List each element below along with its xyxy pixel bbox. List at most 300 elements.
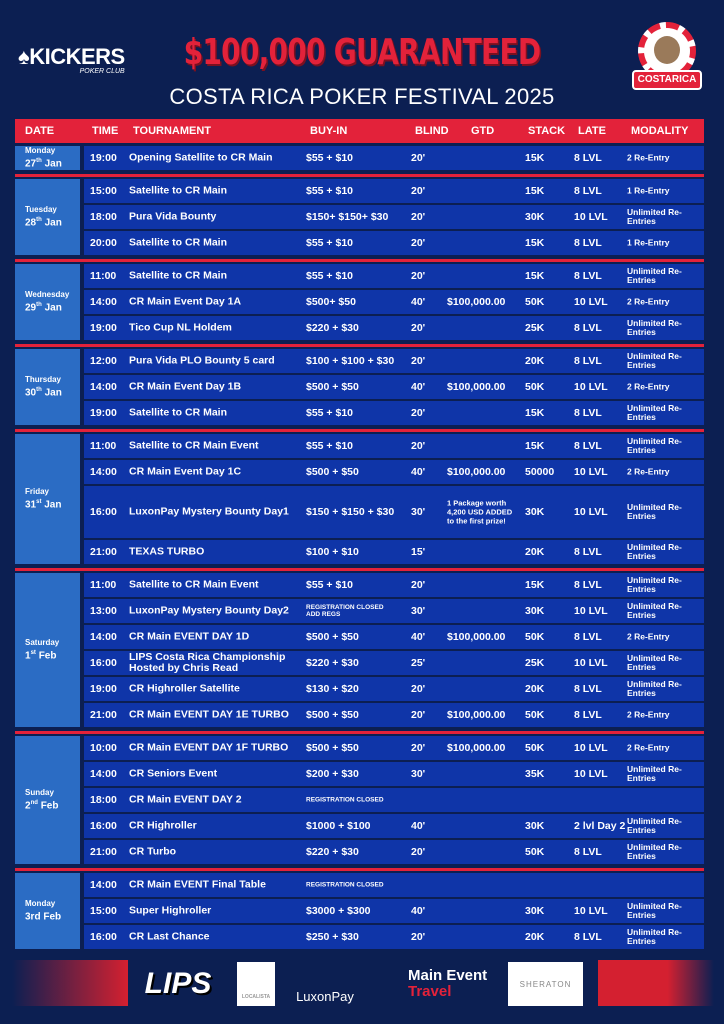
day-group xyxy=(15,434,704,566)
cell-stack: 20K xyxy=(525,546,545,558)
date-cell xyxy=(15,736,80,864)
cell-buy: $500 + $50 xyxy=(306,709,359,721)
cell-late: 10 LVL xyxy=(574,657,608,669)
table-row xyxy=(84,316,704,340)
cell-gtd: $100,000.00 xyxy=(447,466,506,478)
decor-bar-left xyxy=(12,960,128,1006)
localista-logo: LOCALISTA xyxy=(237,962,275,1006)
day-number: 31 xyxy=(25,499,37,511)
cell-name: CR Seniors Event xyxy=(129,767,218,780)
cell-blind: 40' xyxy=(411,381,426,393)
cell-blind: 40' xyxy=(411,905,426,917)
cell-buy: $220 + $30 xyxy=(306,657,359,669)
cell-buy: $100 + $10 xyxy=(306,546,359,558)
cell-late: 8 LVL xyxy=(574,579,602,591)
cell-name: CR Main Event Day 1C xyxy=(129,465,242,478)
cell-name: CR Highroller xyxy=(129,819,197,832)
day-month: Jan xyxy=(44,499,62,511)
cell-mod: Unlimited Re-Entries xyxy=(627,318,682,337)
cell-buy: $130 + $20 xyxy=(306,683,359,695)
cell-blind: 40' xyxy=(411,820,426,832)
costa-rica-badge xyxy=(632,22,702,98)
travel-text: Travel xyxy=(408,983,452,1000)
day-number: 29 xyxy=(25,302,37,314)
cell-stack: 15K xyxy=(525,407,545,419)
cell-time: 10:00 xyxy=(90,742,117,754)
cell-stack: 50K xyxy=(525,846,545,858)
cell-stack: 30K xyxy=(525,905,545,917)
cell-mod: 1 Re-Entry xyxy=(627,237,670,248)
cell-stack: 50K xyxy=(525,709,545,721)
cell-blind: 20' xyxy=(411,683,426,695)
cell-mod: 2 Re-Entry xyxy=(627,709,670,720)
cell-late: 8 LVL xyxy=(574,355,602,367)
day-group xyxy=(15,573,704,729)
col-gtd: GTD xyxy=(471,125,495,137)
cell-buy: $500 + $50 xyxy=(306,466,359,478)
cell-late: 8 LVL xyxy=(574,407,602,419)
table-row xyxy=(84,625,704,649)
decor-bar-right xyxy=(598,960,714,1006)
cell-blind: 40' xyxy=(411,466,426,478)
day-suffix: nd xyxy=(30,800,38,807)
brand-sub: POKER CLUB xyxy=(79,68,125,75)
cell-buy: REGISTRATION CLOSED xyxy=(306,881,384,889)
cell-stack: 20K xyxy=(525,683,545,695)
cell-time: 19:00 xyxy=(90,683,117,695)
table-row xyxy=(84,349,704,373)
cell-blind: 20' xyxy=(411,211,426,223)
cell-stack: 15K xyxy=(525,185,545,197)
cell-late: 10 LVL xyxy=(574,506,608,518)
cell-blind: 20' xyxy=(411,270,426,282)
cell-name: CR Last Chance xyxy=(129,930,210,943)
cell-name: CR Main Event Day 1A xyxy=(129,295,242,308)
day-name: Friday xyxy=(25,487,50,497)
table-row xyxy=(84,573,704,597)
cell-mod: 1 Re-Entry xyxy=(627,185,670,196)
cell-mod: Unlimited Re-Entries xyxy=(627,575,682,594)
cell-mod: Unlimited Re-Entries xyxy=(627,901,682,920)
cell-time: 16:00 xyxy=(90,931,117,943)
cell-gtd: $100,000.00 xyxy=(447,381,506,393)
date-cell xyxy=(15,264,80,340)
cell-name: CR Turbo xyxy=(129,845,177,858)
cell-gtd: $100,000.00 xyxy=(447,709,506,721)
cell-blind: 20' xyxy=(411,742,426,754)
cell-stack: 30K xyxy=(525,820,545,832)
day-date xyxy=(25,385,80,398)
cell-buy: $55 + $10 xyxy=(306,579,354,591)
cell-blind: 30' xyxy=(411,506,426,518)
cell-time: 21:00 xyxy=(90,546,117,558)
cell-stack: 50K xyxy=(525,631,545,643)
cell-mod: 2 Re-Entry xyxy=(627,296,670,307)
day-month: Feb xyxy=(38,650,57,662)
table-row xyxy=(84,375,704,399)
cell-time: 18:00 xyxy=(90,211,117,223)
cell-late: 8 LVL xyxy=(574,931,602,943)
table-row xyxy=(84,736,704,760)
cell-buy: $220 + $30 xyxy=(306,322,359,334)
cell-late: 10 LVL xyxy=(574,905,608,917)
table-row xyxy=(84,788,704,812)
table-row xyxy=(84,762,704,786)
cell-name: Opening Satellite to CR Main xyxy=(129,151,273,164)
cell-late: 8 LVL xyxy=(574,846,602,858)
day-name: Sunday xyxy=(25,788,54,798)
table-row xyxy=(84,873,704,897)
page-subtitle: COSTA RICA POKER FESTIVAL 2025 xyxy=(169,84,555,109)
cell-name: Satellite to CR Main xyxy=(129,184,228,197)
cell-buy: $100 + $100 + $30 xyxy=(306,355,395,367)
col-late: LATE xyxy=(578,125,606,137)
cell-name: CR Main EVENT Final Table xyxy=(129,878,266,891)
cell-time: 21:00 xyxy=(90,709,117,721)
date-cell xyxy=(15,434,80,564)
cell-mod: 2 Re-Entry xyxy=(627,631,670,642)
cell-late: 2 lvl Day 2 xyxy=(574,820,626,832)
day-suffix: th xyxy=(36,158,42,165)
day-date xyxy=(25,497,80,510)
cell-blind: 20' xyxy=(411,440,426,452)
cell-time: 19:00 xyxy=(90,152,117,164)
cell-time: 20:00 xyxy=(90,237,117,249)
date-cell xyxy=(15,179,80,255)
cell-buy: $150 + $150 + $30 xyxy=(306,506,395,518)
day-number: 28 xyxy=(25,217,37,229)
table-row xyxy=(84,540,704,564)
cell-time: 16:00 xyxy=(90,657,117,669)
cell-mod: Unlimited Re-Entries xyxy=(627,542,682,561)
day-name: Tuesday xyxy=(25,205,57,215)
cell-name: Super Highroller xyxy=(129,904,212,917)
cell-time: 14:00 xyxy=(90,296,117,308)
day-month: Feb xyxy=(43,911,62,923)
cell-time: 14:00 xyxy=(90,466,117,478)
table-row xyxy=(84,925,704,949)
table-row xyxy=(84,599,704,623)
cell-stack: 25K xyxy=(525,322,545,334)
day-name: Saturday xyxy=(25,638,60,648)
cell-late: 10 LVL xyxy=(574,742,608,754)
cell-blind: 20' xyxy=(411,152,426,164)
date-cell xyxy=(15,873,80,949)
event-rows xyxy=(84,146,704,172)
cell-blind: 40' xyxy=(411,631,426,643)
cell-buy: $55 + $10 xyxy=(306,152,354,164)
cell-buy: $3000 + $300 xyxy=(306,905,371,917)
cell-late: 8 LVL xyxy=(574,631,602,643)
cell-blind: 40' xyxy=(411,296,426,308)
col-date: DATE xyxy=(25,125,55,137)
cell-buy: $1000 + $100 xyxy=(306,820,371,832)
day-number: 27 xyxy=(25,158,37,170)
cell-mod: Unlimited Re-Entries xyxy=(627,601,682,620)
day-number: 2 xyxy=(25,800,31,812)
cell-late: 8 LVL xyxy=(574,440,602,452)
cell-time: 14:00 xyxy=(90,631,117,643)
table-row xyxy=(84,179,704,203)
cell-late: 8 LVL xyxy=(574,683,602,695)
table-row xyxy=(84,703,704,727)
schedule-table xyxy=(15,146,704,951)
cell-mod: Unlimited Re-Entries xyxy=(627,927,682,946)
col-time: TIME xyxy=(92,125,119,137)
date-cell xyxy=(15,349,80,425)
cell-blind: 20' xyxy=(411,407,426,419)
cell-name: CR Main Event Day 1B xyxy=(129,380,242,393)
cell-name: Satellite to CR Main Event xyxy=(129,439,259,452)
cell-time: 21:00 xyxy=(90,846,117,858)
day-name: Monday xyxy=(25,146,56,156)
day-month: Jan xyxy=(44,158,62,170)
cell-late: 10 LVL xyxy=(574,296,608,308)
cell-buy: $55 + $10 xyxy=(306,237,354,249)
cell-time: 19:00 xyxy=(90,407,117,419)
cell-stack: 50K xyxy=(525,296,545,308)
cell-time: 12:00 xyxy=(90,355,117,367)
cell-gtd: $100,000.00 xyxy=(447,631,506,643)
cell-buy: $55 + $10 xyxy=(306,185,354,197)
spade-icon: ♠ xyxy=(18,44,30,69)
day-number: 30 xyxy=(25,387,37,399)
day-date xyxy=(25,909,80,922)
table-row xyxy=(84,264,704,288)
cell-stack: 15K xyxy=(525,440,545,452)
main-event-text: Main Event xyxy=(408,967,488,984)
cell-name: Satellite to CR Main Event xyxy=(129,578,259,591)
day-suffix: th xyxy=(36,302,42,309)
cell-late: 10 LVL xyxy=(574,466,608,478)
event-rows xyxy=(84,573,704,729)
cell-late: 10 LVL xyxy=(574,211,608,223)
date-cell xyxy=(15,146,80,170)
day-number: 1 xyxy=(25,650,31,662)
group-divider xyxy=(15,174,704,177)
cell-late: 8 LVL xyxy=(574,270,602,282)
cell-name: CR Main EVENT DAY 1F TURBO xyxy=(129,741,289,754)
group-divider xyxy=(15,429,704,432)
cell-mod: 2 Re-Entry xyxy=(627,466,670,477)
cell-buy: $150+ $150+ $30 xyxy=(306,211,389,223)
day-group xyxy=(15,264,704,342)
cell-stack: 30K xyxy=(525,506,545,518)
day-number: 3rd xyxy=(25,911,41,923)
table-row xyxy=(84,486,704,538)
day-month: Jan xyxy=(44,217,62,229)
cell-name: CR Main EVENT DAY 1E TURBO xyxy=(129,708,289,721)
cell-late: 10 LVL xyxy=(574,605,608,617)
cell-buy: $220 + $30 xyxy=(306,846,359,858)
table-row xyxy=(84,840,704,864)
day-month: Feb xyxy=(40,800,59,812)
cell-buy: $55 + $10 xyxy=(306,407,354,419)
cell-buy: $55 + $10 xyxy=(306,270,354,282)
cell-buy: REGISTRATION CLOSED ADD REGS xyxy=(306,604,384,618)
cell-mod: Unlimited Re-Entries xyxy=(627,207,682,226)
cell-time: 14:00 xyxy=(90,879,117,891)
cell-stack: 20K xyxy=(525,931,545,943)
luxonpay-logo: LuxonPay xyxy=(296,989,354,1004)
group-divider xyxy=(15,344,704,347)
cell-mod: Unlimited Re-Entries xyxy=(627,653,682,672)
cell-time: 16:00 xyxy=(90,820,117,832)
group-divider xyxy=(15,568,704,571)
sponsor-bar xyxy=(0,960,724,1008)
group-divider xyxy=(15,259,704,262)
cell-blind: 20' xyxy=(411,237,426,249)
day-group xyxy=(15,146,704,172)
cell-gtd: 1 Package worth 4,200 USD ADDED to the first prize! xyxy=(447,498,513,526)
cell-time: 13:00 xyxy=(90,605,117,617)
page-title: $100,000 GUARANTEED xyxy=(183,32,541,73)
day-name: Wednesday xyxy=(25,290,70,300)
sloth-icon xyxy=(654,36,680,64)
brand-name: KICKERS xyxy=(29,44,125,69)
table-header xyxy=(15,119,704,143)
cell-gtd: $100,000.00 xyxy=(447,742,506,754)
cell-name: CR Main EVENT DAY 2 xyxy=(129,793,242,806)
cell-buy: $500 + $50 xyxy=(306,742,359,754)
day-suffix: th xyxy=(36,387,42,394)
cell-time: 11:00 xyxy=(90,270,117,282)
cell-time: 18:00 xyxy=(90,794,117,806)
table-row xyxy=(84,231,704,255)
cell-blind: 20' xyxy=(411,355,426,367)
cell-buy: $200 + $30 xyxy=(306,768,359,780)
day-date xyxy=(25,300,80,313)
cell-time: 14:00 xyxy=(90,768,117,780)
cell-buy: $500 + $50 xyxy=(306,631,359,643)
day-group xyxy=(15,349,704,427)
cell-buy: $500+ $50 xyxy=(306,296,356,308)
cell-blind: 20' xyxy=(411,579,426,591)
cell-mod: Unlimited Re-Entries xyxy=(627,403,682,422)
cell-name: Pura Vida PLO Bounty 5 card xyxy=(129,354,275,367)
event-rows xyxy=(84,736,704,866)
cell-name: LuxonPay Mystery Bounty Day1 xyxy=(129,505,289,518)
cell-stack: 30K xyxy=(525,605,545,617)
cell-blind: 25' xyxy=(411,657,426,669)
cell-time: 19:00 xyxy=(90,322,117,334)
cell-blind: 20' xyxy=(411,846,426,858)
cell-mod: Unlimited Re-Entries xyxy=(627,436,682,455)
cell-mod: Unlimited Re-Entries xyxy=(627,679,682,698)
day-suffix: st xyxy=(30,650,36,657)
event-rows xyxy=(84,179,704,257)
event-rows xyxy=(84,434,704,566)
cell-blind: 20' xyxy=(411,185,426,197)
group-divider xyxy=(15,731,704,734)
col-stack: STACK xyxy=(528,125,566,137)
cell-late: 8 LVL xyxy=(574,237,602,249)
table-row xyxy=(84,146,704,170)
col-modality: MODALITY xyxy=(631,125,689,137)
cell-name: LIPS Costa Rica Championship Hosted by Chris Read xyxy=(129,651,286,674)
cell-gtd: $100,000.00 xyxy=(447,296,506,308)
cell-buy: $250 + $30 xyxy=(306,931,359,943)
cell-stack: 15K xyxy=(525,237,545,249)
cell-mod: Unlimited Re-Entries xyxy=(627,351,682,370)
cell-stack: 15K xyxy=(525,270,545,282)
cell-name: CR Highroller Satellite xyxy=(129,682,240,695)
cell-time: 14:00 xyxy=(90,381,117,393)
cell-mod: Unlimited Re-Entries xyxy=(627,266,682,285)
cell-name: Satellite to CR Main xyxy=(129,236,228,249)
table-row xyxy=(84,290,704,314)
table-row xyxy=(84,205,704,229)
sheraton-logo: SHERATON xyxy=(508,962,583,1006)
group-divider xyxy=(15,868,704,871)
event-rows xyxy=(84,264,704,342)
cell-time: 15:00 xyxy=(90,185,117,197)
cell-stack: 30K xyxy=(525,211,545,223)
cell-buy: $500 + $50 xyxy=(306,381,359,393)
cell-name: Pura Vida Bounty xyxy=(129,210,217,223)
col-blind: BLIND xyxy=(415,125,449,137)
cell-time: 16:00 xyxy=(90,506,117,518)
cell-name: Satellite to CR Main xyxy=(129,269,228,282)
table-row xyxy=(84,401,704,425)
cell-late: 8 LVL xyxy=(574,152,602,164)
cell-name: Satellite to CR Main xyxy=(129,406,228,419)
day-group xyxy=(15,736,704,866)
col-tournament: TOURNAMENT xyxy=(133,125,212,137)
cell-mod: Unlimited Re-Entries xyxy=(627,502,682,521)
cell-stack: 50K xyxy=(525,381,545,393)
cell-mod: 2 Re-Entry xyxy=(627,381,670,392)
col-buyin: BUY-IN xyxy=(310,125,348,137)
cell-blind: 20' xyxy=(411,931,426,943)
badge-label: COSTARICA xyxy=(632,70,702,90)
cell-stack: 50000 xyxy=(525,466,555,478)
event-rows xyxy=(84,873,704,951)
date-cell xyxy=(15,573,80,727)
lips-logo: LIPS xyxy=(144,967,212,1000)
cell-name: Tico Cup NL Holdem xyxy=(129,321,232,334)
cell-time: 11:00 xyxy=(90,440,117,452)
cell-blind: 30' xyxy=(411,768,426,780)
cell-late: 8 LVL xyxy=(574,709,602,721)
cell-mod: Unlimited Re-Entries xyxy=(627,764,682,783)
day-suffix: st xyxy=(36,499,42,506)
cell-blind: 15' xyxy=(411,546,426,558)
cell-time: 15:00 xyxy=(90,905,117,917)
cell-mod: 2 Re-Entry xyxy=(627,742,670,753)
cell-name: CR Main EVENT DAY 1D xyxy=(129,630,250,643)
day-name: Monday xyxy=(25,899,56,909)
cell-stack: 15K xyxy=(525,152,545,164)
cell-mod: Unlimited Re-Entries xyxy=(627,842,682,861)
cell-stack: 20K xyxy=(525,355,545,367)
cell-blind: 30' xyxy=(411,605,426,617)
table-row xyxy=(84,899,704,923)
cell-late: 8 LVL xyxy=(574,546,602,558)
day-month: Jan xyxy=(44,302,62,314)
day-group xyxy=(15,873,704,951)
table-row xyxy=(84,434,704,458)
cell-mod: Unlimited Re-Entries xyxy=(627,816,682,835)
main-event-travel-logo xyxy=(370,962,500,1006)
table-row xyxy=(84,460,704,484)
day-date xyxy=(25,798,80,811)
table-row xyxy=(84,814,704,838)
cell-name: LuxonPay Mystery Bounty Day2 xyxy=(129,604,289,617)
cell-stack: 35K xyxy=(525,768,545,780)
day-date xyxy=(25,648,80,661)
event-rows xyxy=(84,349,704,427)
